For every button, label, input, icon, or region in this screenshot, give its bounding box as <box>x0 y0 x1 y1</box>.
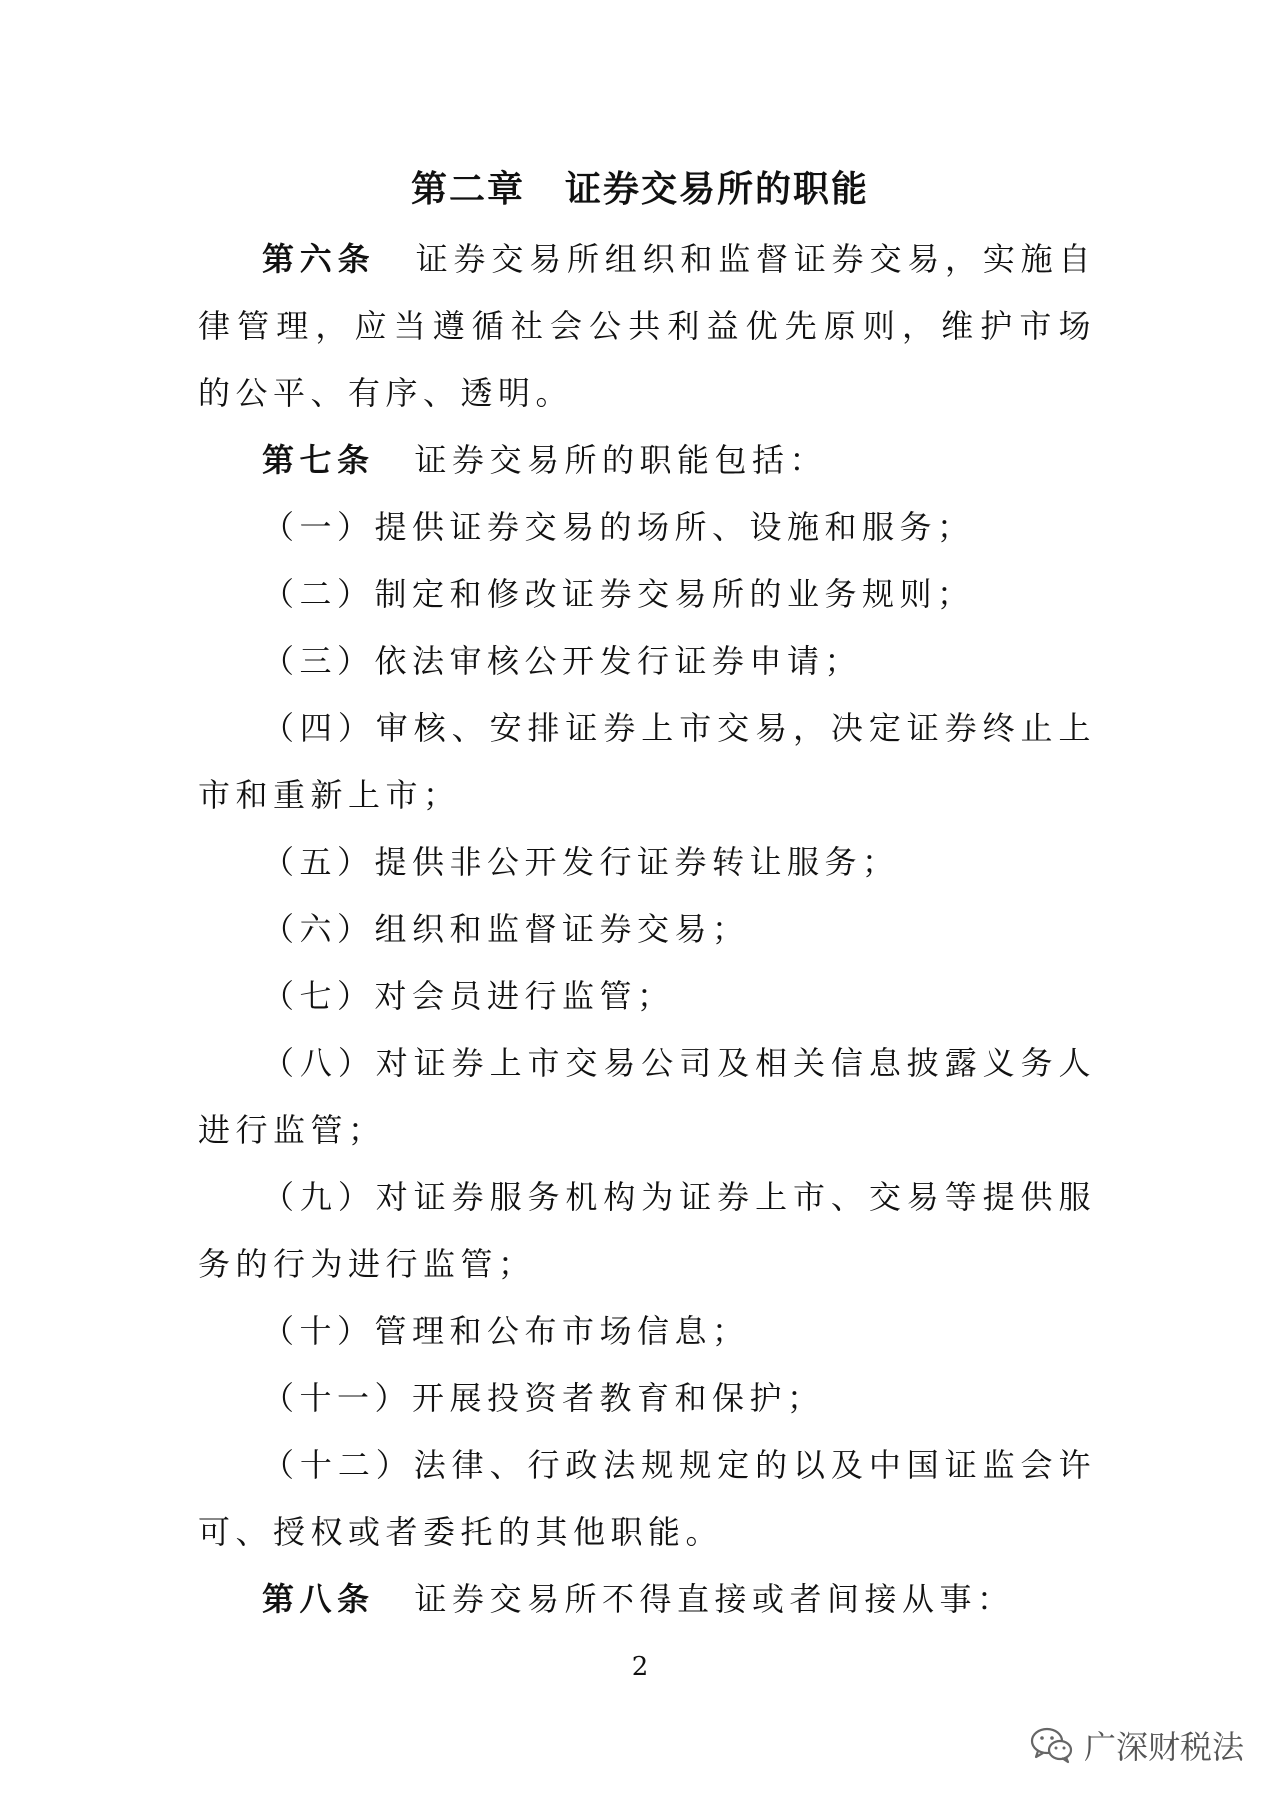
chapter-title: 证券交易所的职能 <box>565 168 870 210</box>
list-item-text: （十）管理和公布市场信息； <box>262 1312 750 1350</box>
list-item-text: （五）提供非公开发行证券转让服务； <box>262 843 900 881</box>
list-item-text: （二）制定和修改证券交易所的业务规则； <box>262 575 975 613</box>
list-item-text: （十二）法律、行政法规规定的以及中国证监会许可、授权或者委托的其他职能。 <box>198 1446 1096 1551</box>
list-item <box>198 1432 1096 1566</box>
article-paragraph <box>198 226 1096 427</box>
list-item <box>198 561 1096 628</box>
list-item <box>198 1298 1096 1365</box>
list-item-text: （八）对证券上市交易公司及相关信息披露义务人进行监管； <box>198 1044 1096 1149</box>
watermark <box>1030 1722 1244 1768</box>
list-item <box>198 896 1096 963</box>
list-item-text: （一）提供证券交易的场所、设施和服务； <box>262 508 975 546</box>
list-item <box>198 695 1096 829</box>
article-label: 第七条 <box>262 441 375 479</box>
article-label: 第六条 <box>262 240 376 278</box>
document-body <box>198 226 1096 1633</box>
chapter-number: 第二章 <box>410 168 525 210</box>
list-item <box>198 1030 1096 1164</box>
list-item-text: （四）审核、安排证券上市交易，决定证券终止上市和重新上市； <box>198 709 1096 814</box>
list-item-text: （三）依法审核公开发行证券申请； <box>262 642 863 680</box>
article-paragraph <box>198 427 1096 494</box>
list-item <box>198 1164 1096 1298</box>
chapter-heading <box>0 162 1280 216</box>
article-paragraph <box>198 1566 1096 1633</box>
list-item <box>198 628 1096 695</box>
list-item <box>198 1365 1096 1432</box>
article-text: 证券交易所不得直接或者间接从事： <box>414 1580 1015 1618</box>
list-item-text: （七）对会员进行监管； <box>262 977 675 1015</box>
list-item-text: （六）组织和监督证券交易； <box>262 910 750 948</box>
list-item <box>198 494 1096 561</box>
watermark-text: 广深财税法 <box>1083 1728 1244 1766</box>
article-text: 证券交易所的职能包括： <box>414 441 828 479</box>
page-number: 2 <box>631 1652 649 1682</box>
list-item-text: （十一）开展投资者教育和保护； <box>262 1379 825 1417</box>
list-item <box>198 829 1096 896</box>
article-label: 第八条 <box>262 1580 375 1618</box>
article-text: 证券交易所组织和监督证券交易，实施自律管理，应当遵循社会公共利益优先原则，维护市场的公平、有序、透明。 <box>198 240 1096 412</box>
list-item-text: （九）对证券服务机构为证券上市、交易等提供服务的行为进行监管； <box>198 1178 1096 1283</box>
list-item <box>198 963 1096 1030</box>
wechat-icon <box>1030 1726 1074 1764</box>
